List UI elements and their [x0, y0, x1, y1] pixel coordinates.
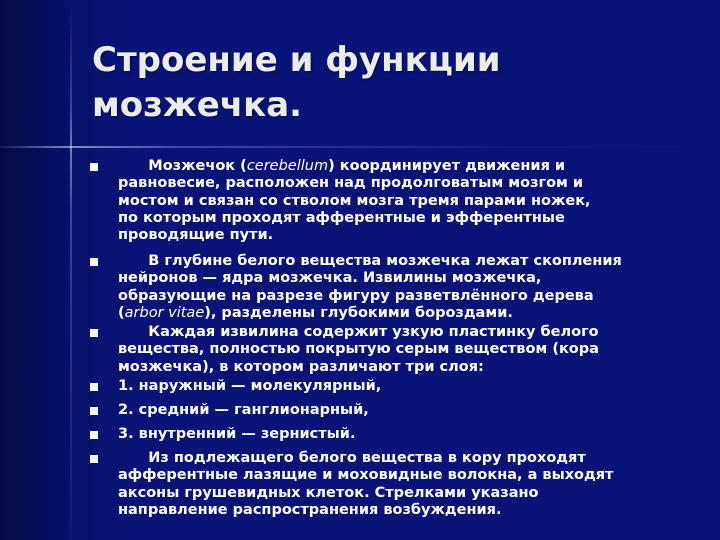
bullet-item	[118, 158, 678, 244]
bullet-item	[118, 426, 678, 443]
bullet-item	[118, 253, 678, 322]
slide-title	[92, 38, 692, 128]
title-line: мозжечка.	[92, 85, 303, 125]
square-bullet-icon	[90, 407, 98, 415]
decorative-horizontal-line	[0, 146, 720, 148]
bullet-item	[118, 378, 678, 395]
bullet-text-line: афферентные лазящие и моховидные волокна, а выходят	[118, 467, 614, 484]
square-bullet-icon	[90, 163, 98, 171]
square-bullet-icon	[90, 431, 98, 439]
bullet-text-line: мозжечка), в котором различают три слоя:	[118, 358, 484, 375]
bullet-text-line: аксоны грушевидных клеток. Стрелками указано	[118, 484, 539, 501]
bullet-text-line: 1. наружный — молекулярный,	[118, 378, 382, 394]
square-bullet-icon	[90, 383, 98, 391]
square-bullet-icon	[90, 258, 98, 266]
latin-term: arbor vitae	[124, 304, 205, 321]
latin-term: cerebellum	[246, 158, 329, 174]
square-bullet-icon	[90, 329, 98, 337]
bullet-text-line: вещества, полностью покрытую серым веществом (кора	[118, 341, 599, 358]
bullet-text-line: 3. внутренний — зернистый.	[118, 426, 356, 442]
bullet-text-line: образующие на разрезе фигуру разветвлённого дерева	[118, 287, 594, 304]
bullet-item	[118, 402, 678, 419]
bullet-text-line: 2. средний — ганглионарный,	[118, 402, 369, 418]
bullet-text-line: нейронов — ядра мозжечка. Извилины мозжечка,	[118, 270, 542, 287]
bullet-text-line: В глубине белого вещества мозжечка лежат скопления	[118, 253, 622, 269]
bullet-item	[118, 450, 678, 519]
bullet-text-line: (arbor vitae), разделены глубокими бороздами.	[118, 304, 513, 321]
bullet-text-line: мостом и связан со стволом мозга тремя парами ножек,	[118, 192, 591, 209]
bullet-text-line: Мозжечок (cerebellum) координирует движения и	[118, 158, 566, 174]
bullet-text-line: проводящие пути.	[118, 227, 274, 244]
bullet-text-line: Каждая извилина содержит узкую пластинку белого	[118, 324, 599, 340]
bullet-item	[118, 324, 678, 376]
bullet-text-line: равновесие, расположен над продолговатым мозгом и	[118, 175, 584, 192]
decorative-vertical-line	[70, 0, 72, 540]
bullet-text-line: по которым проходят афферентные и эфферентные	[118, 209, 565, 226]
bullet-text-line: Из подлежащего белого вещества в кору проходят	[118, 450, 586, 466]
bullet-text-line: направление распространения возбуждения.	[118, 501, 502, 518]
title-line: Строение и функции	[92, 40, 501, 80]
square-bullet-icon	[90, 455, 98, 463]
